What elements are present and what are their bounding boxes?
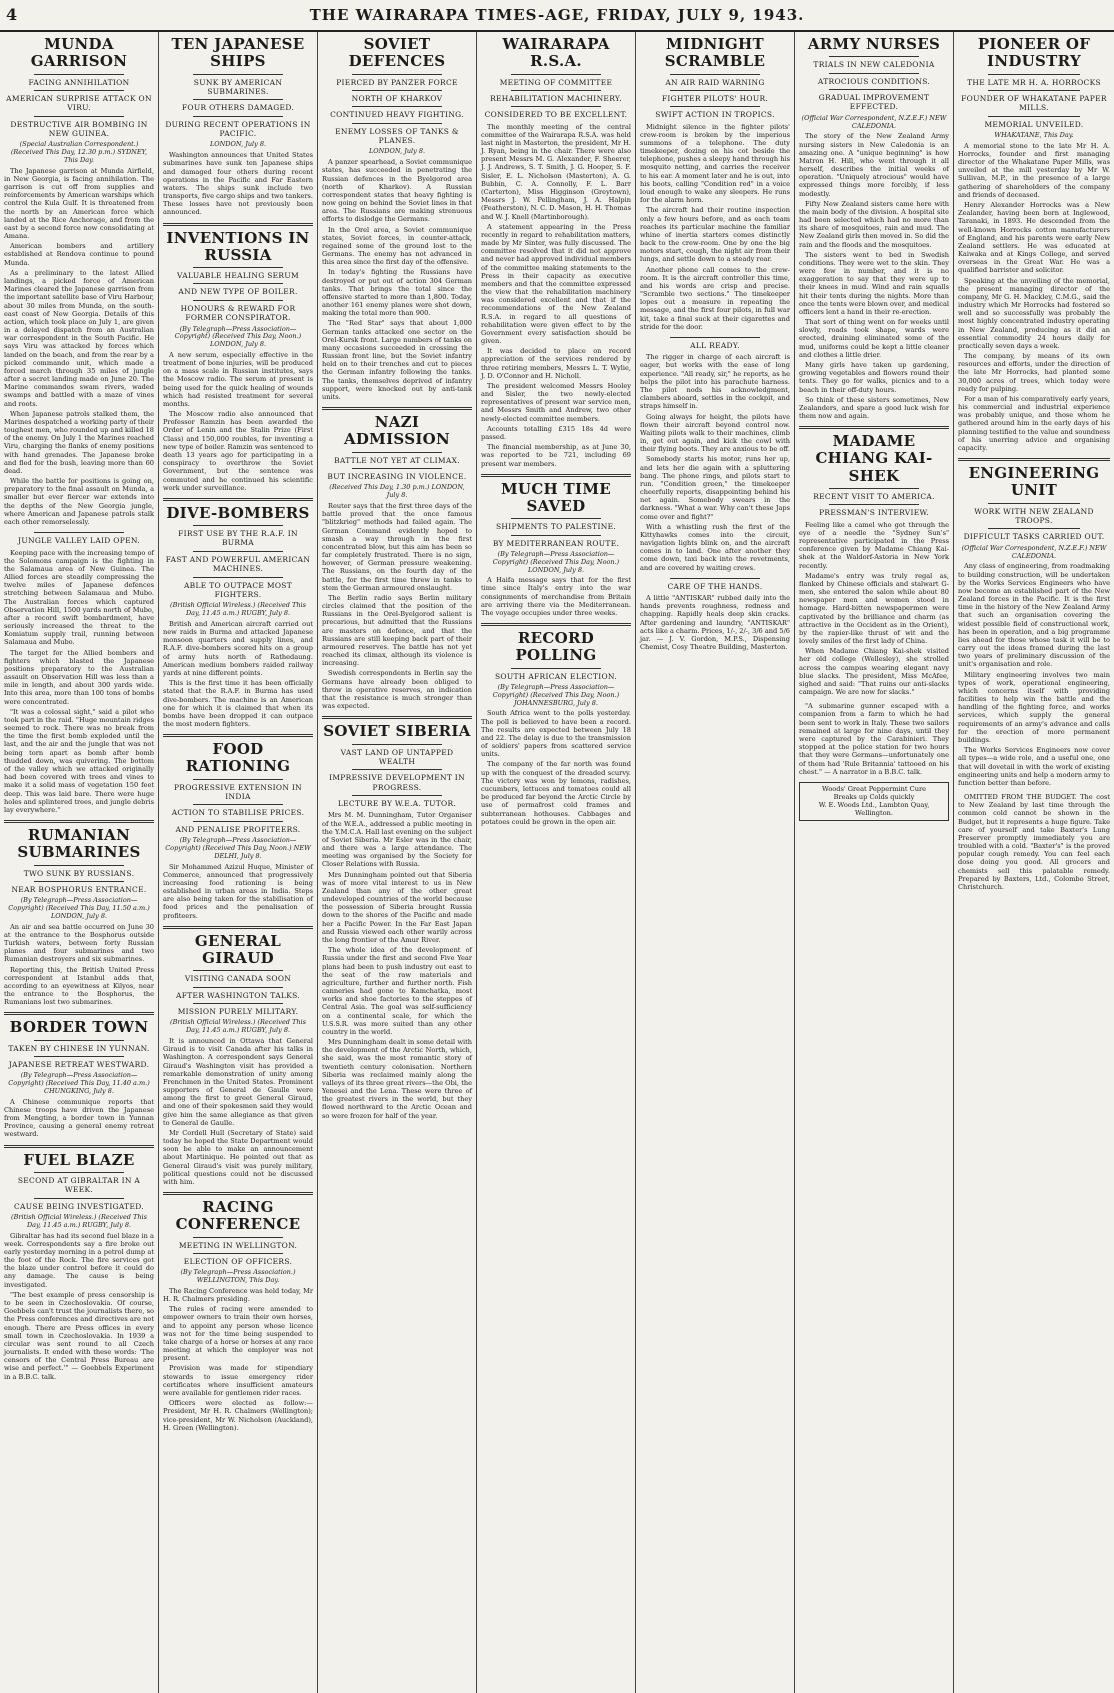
article-dateline: (By Telegraph—Press Association—Copyright) (Received This Day, 11.50 a.m.) LONDON, July 8. [8,896,150,920]
subhead-rule [34,74,124,75]
ad-line: W. E. Woods Ltd., Lambton Quay, Wellington. [818,800,930,817]
subhead-rule [988,74,1079,75]
column-3 [318,32,477,1693]
column-grid [0,32,1114,1693]
article-paragraph: The Works Services Engineers now cover all types—a wide role, and a useful one, one that will dovetail in with the work of existing engineering units and help a modern army to function better than before. [958,746,1110,787]
article-subhead: CONTINUED HEAVY FIGHTING. [330,110,464,120]
article-paragraph: "The best example of press censorship is to be seen in Czechoslovakia. Of course, Goebbels can't trust the journalists there, so the Press conferences and directives are not enough. There are Press offices in every small town in Czechoslovakia. In 1939 a circular was sent round to all Czech journalists. It ended with these words: 'The censors of the Central Press Bureau are wise and perfect.'" — Goebbels Experiment in a B.B.C. talk. [4,1290,154,1381]
article-paragraph: Provision was made for stipendiary stewards to issue emergency rider certificates where insufficient amateurs were available for gentlemen rider races. [163,1364,313,1397]
subhead-rule [988,503,1079,504]
article-paragraph: Reuter says that the first three days of the battle proved that the once famous "blitzkrieg" methods had failed again. The German Command evidently hoped to smash a way through in the first concentrated blow, but this aim has been so far completely frustrated. There is no sign, however, of German pressure weakening. The Russians, on the fourth day of the battle, for the first time threw in tanks to stem the German armoured onslaught. [322,502,472,592]
article-dateline: (By Telegraph—Press Association—Copyright) (Received This Day, Noon.) JOHANNESBURG, July 8. [492,683,620,707]
article-subhead: JUNGLE VALLEY LAID OPEN. [18,536,140,546]
subhead-rule [193,1253,283,1254]
article-dateline: (By Telegraph—Press Association—Copyright) (Received This Day, Noon.) LONDON, July 8. [174,324,302,349]
ad-line: Woods' Great Peppermint Cure [821,784,927,793]
article-subhead: RECENT VISIT TO AMERICA. [813,491,935,501]
article-headline: SOVIET SIBERIA [323,722,471,741]
subhead-rule [511,106,601,107]
article-paragraph: The rigger in charge of each aircraft is eager, but works with the ease of long experience. "All ready, sir," he reports, as he helps the pilot into his parachute harness. The pilot nods his acknowledgment, clambers aboard, settles in the cockpit, and straps himself in. [640,353,790,411]
article-dateline: (British Official Wireless.) (Received This Day, 11.45 a.m.) RUGBY, July 8. [170,1018,306,1035]
subhead-rule [193,804,283,805]
article-subhead: ENEMY LOSSES OF TANKS & PLANES. [335,126,459,145]
article-subhead: SOUTH AFRICAN ELECTION. [494,671,617,681]
article [799,426,949,696]
article-paragraph: When Japanese patrols stalked them, the Marines despatched a working party of their toughest men, who rounded up and killed 18 of the enemy. On July 1 the Marines reached Viru, charging the flanks of enemy positions with hand grenades. The Japanese broke and fled for the bush, leaving more than 60 dead. [4,409,154,475]
article-subhead: VALUABLE HEALING SERUM [177,271,299,281]
article-subhead: AN AIR RAID WARNING [665,77,765,87]
subhead-rule [988,116,1079,117]
article-divider [163,1192,313,1195]
article-subhead: TWO SUNK BY RUSSIANS. [23,868,135,878]
article-paragraph: Keeping pace with the increasing tempo of the Solomons campaign is the fighting in the Salamaua area of New Guinea. The Allied forces are steadily compressing the twelve miles of Japanese defences stretching between Salamaua and Mubo. The Australian forces which captured Observation Hill, 1500 yards north of Mubo, after a record swift bombardment, have seriously increased the threat to the Komiatum supply trail, running between Salamaua and Mubo. [4,548,154,647]
article [163,1192,313,1432]
article [640,578,790,652]
article-subhead: ALL READY. [690,340,740,350]
subhead-rule [352,74,442,75]
article-headline: GENERAL GIRAUD [194,931,282,968]
article-paragraph: South Africa went to the polls yesterday. The poll is believed to have been a record. The results are expected between July 18 and 22. The delay is due to the transmission of soldiers' papers from scattered service units. [481,709,631,759]
article-subhead: LECTURE BY W.E.A. TUTOR. [337,799,457,809]
article-paragraph: The monthly meeting of the central committee of the Wairarapa R.S.A. was held last night in Masterton, the president, Mr H. J. Ryan, being in the chair. There were also present Messrs M. G. Alexander, F. Sheerer, J. J. Andrews, S. T. Smith, J. G. Hooper, S. F. Sisler, E. L. Nicholson (Masterton), A. G. Bubbin, C. A. Connolly, F. L. Barr (Carterton), Miss Higginson (Greytown), Messrs J. W. Pellingham, J. A. Halpin (Featherston), N. C. D. Mason, H. H. Thomas and W. J. Knell (Martinborough). [481,122,631,221]
article-divider [322,407,472,410]
page-number: 4 [6,5,18,24]
column-2 [159,32,318,1693]
article-paragraph: The sisters went to bed in Swedish conditions. They were wet to the skin. They were few in number, and it is no exaggeration to say that they were up to their knees in mud. Wind and rain squalls hit their tents during the nights. More than once the tents were blown over, and medical officers lent a hand in their re-erection. [799,250,949,316]
article-paragraph: Gibraltar has had its second fuel blaze in a week. Correspondents say a fire broke out early yesterday morning in a petrol dump at the foot of the Rock. The fire services got the blaze under control before it could do any damage. The cause is being investigated. [4,1231,154,1289]
article-headline: TEN JAPANESE SHIPS [171,35,305,71]
subhead-rule [352,468,442,469]
subhead-rule [34,1198,124,1199]
newspaper-title: THE WAIRARAPA TIMES-AGE, FRIDAY, JULY 9, 1943. [309,6,805,24]
article [4,36,154,526]
article [163,223,313,492]
article-paragraph: A Chinese communique reports that Chinese troops have driven the Japanese from Mengting, a border town in Yunnan Province, causing a general enemy retreat westward. [4,1097,154,1139]
article-headline: MIDNIGHT SCRAMBLE [664,35,766,71]
article-subhead: IMPRESSIVE DEVELOPMENT IN PROGRESS. [329,773,465,792]
article-paragraph: A memorial stone to the late Mr H. A. Horrocks, founder and first managing director of the Whakatane Paper Mills, was unveiled at the mill yesterday by Mr W. Sullivan, M.P., in the presence of a large gathering of shareholders of the company and friends of deceased. [958,141,1110,199]
subhead-rule [193,283,283,284]
article-subhead: AFTER WASHINGTON TALKS. [176,990,300,1000]
article-paragraph: This is the first time it has been officially stated that the R.A.F. in Burma has used dive-bombers. The machine is an American one for which it is claimed that when its bombs have been dropped it can outpace the most modern fighters. [163,679,313,729]
article-paragraph: An air and sea battle occurred on June 30 at the entrance to the Bosphorus outside Turkish waters, between forty Russian planes and four submarines and two Rumanian destroyers and six submarines. [4,922,154,964]
article-subhead: NORTH OF KHARKOV [351,93,443,103]
article-paragraph: The company, by means of its own resources and efforts, under the direction of the late Mr Horrocks, had planted some 30,000 acres of trees, which today were ready for pulping. [958,352,1110,393]
article [481,623,631,826]
article-paragraph: Mr Cordell Hull (Secretary of State) said today he hoped the State Department would soon be able to make an announcement about Martinique. He pointed out that as General Giraud's visit was purely military, political questions could not be discussed with him. [163,1128,313,1186]
article-paragraph: The rules of racing were amended to empower owners to train their own horses, and to appoint any person whose licence was not for the time being suspended to take charge of a horse or horses at any race meeting at which the employer was not present. [163,1305,313,1363]
subhead-rule [511,535,601,536]
article-subhead: FOUR OTHERS DAMAGED. [181,103,295,113]
article-divider [163,734,313,737]
subhead-rule [193,970,283,971]
article-dateline: (Official War Correspondent, N.Z.E.F.) NEW CALEDONIA. [961,543,1107,560]
article [958,793,1110,891]
article-divider [799,426,949,429]
article-subhead: VAST LAND OF UNTAPPED WEALTH [340,747,454,766]
subhead-rule [34,532,124,533]
article-subhead: CAUSE BEING INVESTIGATED. [14,1201,144,1211]
subhead-rule [193,74,283,75]
subhead-rule [193,779,283,780]
article [163,36,313,217]
article-subhead: ELECTION OF OFFICERS. [183,1256,293,1266]
article-subhead: FAST AND POWERFUL AMERICAN MACHINES. [165,554,311,574]
article-paragraph: A Haifa message says that for the first time since Italy's entry into the war consignments of merchandise from Britain are arriving there via the Mediterranean. The voyage occupies under three weeks. [481,576,631,617]
article-paragraph: Military engineering involves two main types of work, operational engineering, which concerns itself with providing facilities to help win the battle and the handling of the fighting force, and works services, which supply the general requirements of an army's advance and calls for the erection of more permanent buildings. [958,670,1110,744]
article-subhead: PRESSMAN'S INTERVIEW. [819,508,929,518]
article-headline: NAZI ADMISSION [343,413,451,449]
article-paragraph: The financial membership, as at June 30, was reported to be 721, including 69 present war members. [481,443,631,468]
subhead-rule [193,821,283,822]
article-paragraph: Another phone call comes to the crew-room. It is the aircraft controller this time, and his words are crisp and precise. "Scramble two sections." The timekeeper lopes out a measure in repeating the message, and the first four pilots, in full war kit, take a final suck at their cigarettes and stride for the door. [640,265,790,331]
article-subhead: FACING ANNIHILATION [28,77,130,87]
article-headline: PIONEER OF INDUSTRY [977,35,1091,71]
subhead-rule [193,99,283,100]
article [4,532,154,814]
subhead-rule [193,116,283,117]
article-paragraph: "A submarine gunner escaped with a companion from a farm to which he had been sent to work in Italy. These two sailors remained at large for nine days, until they were captured by the Carabinieri. They stopped at the police station for two hours that they were Germans—unfortunately one of them had 'Rule Britannia' tattooed on his chest." — A narrator in a B.B.C. talk. [799,702,949,776]
article-subhead: TAKEN BY CHINESE IN YUNNAN. [8,1043,150,1053]
article-headline: WAIRARAPA R.S.A. [502,35,610,71]
article-dateline: (By Telegraph—Press Association—Copyright) (Received This Day, Noon.) NEW DELHI, July 8. [165,836,311,860]
subhead-rule [34,90,124,91]
article-paragraph: Accounts totalling £315 18s 4d were passed. [481,424,631,441]
article-dateline: (By Telegraph—Press Association.) WELLINGTON, This Day. [180,1268,296,1285]
article-paragraph: The company of the far north was found up with the conquest of the dreaded scurvy. The victory was won by lemons, radishes, cucumbers, lettuces and tomatoes could all be produced far beyond the Arctic Circle by use of permafrost cold frames and subterranean hothouses. Cabbages and potatoes could be grown in the open air. [481,760,631,826]
article-subhead: BUT INCREASING IN VIOLENCE. [327,472,467,482]
column-4 [477,32,636,1693]
article [163,734,313,920]
article-headline: BORDER TOWN [9,1018,149,1037]
article [4,820,154,1006]
subhead-rule [829,73,919,74]
article-paragraph: OMITTED FROM THE BUDGET. The cost to New Zealand by last time through the common cold cannot be shown in the Budget, but it represents a huge figure. Take care of yourself and take Baxter's Lung Preserver promptly immediately you are troubled with a cold. "Baxter's" is the proved popular cough remedy. You can feel each dose doing you good. All grocers and chemists sell this palatable remedy. Prepared by Baxters, Ltd., Colombo Street, Christchurch. [958,793,1110,891]
article-paragraph: A little "ANTISKAR" rubbed daily into the hands prevents roughness, redness and chapping. Rapidly heals deep skin cracks. After gardening and laundry, "ANTISKAR" acts like a charm. Prices, 1/-, 2/-, 3/6 and 5/6 jar. — J. V. Gordon, M.P.S., Dispensing Chemist, Cosy Theatre Building, Masterton. [640,594,790,652]
article [322,716,472,1119]
article-headline: MUCH TIME SAVED [501,479,611,515]
article-subhead: JAPANESE RETREAT WESTWARD. [8,1060,150,1070]
article-subhead: REHABILITATION MACHINERY. [490,93,622,103]
article-paragraph: It is announced in Ottawa that General Giraud is to visit Canada after his talks in Washington. A correspondent says General Giraud's Washington visit has provided a remarkable demonstration of unity among Frenchmen in the United States. Prominent supporters of General de Gaulle were among the first to greet General Giraud, and one of their spokesmen said they would give him the same allegiance as that given to General de Gaulle. [163,1037,313,1127]
article-subhead: PROGRESSIVE EXTENSION IN INDIA [173,782,303,802]
subhead-rule [352,106,442,107]
article [481,474,631,618]
article-headline: FOOD RATIONING [185,740,291,776]
article-dateline: WHAKATANE, This Day. [994,131,1074,139]
article-divider [4,1145,154,1148]
article-divider [4,1012,154,1015]
article-paragraph: The Racing Conference was held today, Mr H. R. Chalmers presiding. [163,1286,313,1304]
article [640,337,790,572]
article-paragraph: The target for the Allied bombers and fighters which blasted the Japanese positions preparatory to the Australian assault on Observation Hill was less than a mile in length, and about 300 yards wide. Into this area, more than 100 tons of bombs were concentrated. [4,648,154,706]
article-headline: INVENTIONS IN RUSSIA [166,228,310,264]
subhead-rule [352,769,442,770]
article-subhead: ABLE TO OUTPACE MOST FIGHTERS. [183,580,293,599]
article-headline: ENGINEERING UNIT [968,464,1100,500]
subhead-rule [511,518,601,519]
article-headline: DIVE-BOMBERS [166,503,310,522]
article [481,36,631,468]
article-paragraph: Officers were elected as follow:— President, Mr H. R. Chalmers (Wellington); vice-president, Mr W. Nicholson (Auckland), H. Green (Wellington). [163,1399,313,1432]
subhead-rule [988,528,1079,529]
article-paragraph: Mrs Dunningham pointed out that Siberia was of more vital interest to us in New Zealand than any of the other great undeveloped countries of the world because the possession of Siberia brought Russia down to the shores of the Pacific and made her a Pacific Power. In the Far East Japan and Russia viewed each other warily across the long frontier of the Amur River. [322,870,472,944]
article [4,1145,154,1381]
article-subhead: TRIALS IN NEW CALEDONIA [813,60,935,70]
article-paragraph: For a man of his comparatively early years, his commercial and industrial experience was probably unique, and those whom he gathered around him in the early days of his planning testified to the value and soundness of his unerring advice and organising capacity. [958,394,1110,452]
article-paragraph: That sort of thing went on for weeks until slowly, roads took shape, wards were erected, draining eliminated some of the mud, uniforms could be kept a little cleaner and clothes a little drier. [799,318,949,359]
subhead-rule [193,1003,283,1004]
column-1 [0,32,159,1693]
article-paragraph: A new serum, especially effective in the treatment of bone injuries, will be produced on a mass scale in Russian institutes, says the Moscow radio. The serum at present is being used for the quick healing of wounds which had resisted treatment for several months. [163,350,313,408]
article-subhead: AND NEW TYPE OF BOILER. [178,287,298,297]
article-paragraph: Feeling like a camel who got through the eye of a needle the "Sydney Sun's" representative participated in the Press conference given by Madame Chiang Kai-shek at the Waldorf-Astoria in New York recently. [799,520,949,570]
article-dateline: (By Telegraph—Press Association—Copyright) (Received This Day, Noon.) LONDON, July 8. [492,549,620,574]
article-paragraph: Midnight silence in the fighter pilots' crew-room is broken by the imperious summons of a telephone. The duty timekeeper, dozing on his cot beside the telephone, pushes a sleepy hand through his mosquito netting, and carries the receiver to his ear. A moment later and he is out, into his boots, calling "Condition red" in a voice loud enough to wake any sleepers. He runs for the alarm horn. [640,122,790,205]
article [958,458,1110,787]
article-dateline: (British Official Wireless.) (Received This Day, 11.45 a.m.) RUGBY, July 8. [170,601,306,618]
article-divider [481,623,631,626]
subhead-rule [670,337,760,338]
article-paragraph: Washington announces that United States submarines have sunk ten Japanese ships and damaged four others during recent operations in the Pacific and Far Eastern waters. The ships sunk include two transports, five cargo ships and two tankers. These losses have not previously been announced. [163,151,313,217]
article-paragraph: The aircraft had their routine inspection only a few hours before, and as each team reaches its particular machine the familiar whine of inertia starters comes distinctly back to the crew-room. One by one the big motors start, cough, the night air from their lungs, and settle down to a steady roar. [640,206,790,264]
article-subhead: DURING RECENT OPERATIONS IN PACIFIC. [165,119,311,138]
article-dateline: (Official War Correspondent, N.Z.E.F.) NEW CALEDONIA. [801,113,947,130]
article-headline: RECORD POLLING [515,629,597,665]
subhead-rule [34,1172,124,1173]
article-subhead: SWIFT ACTION IN TROPICS. [655,110,775,120]
article-subhead: WORK WITH NEW ZEALAND TROOPS. [974,506,1094,526]
article-subhead: HONOURS & REWARD FOR FORMER CONSPIRATOR. [180,303,296,323]
article-subhead: CARE OF THE HANDS. [667,581,763,591]
article-subhead: FIRST USE BY THE R.A.F. IN BURMA [178,529,298,548]
column-5 [636,32,795,1693]
article-divider [163,926,313,929]
advertisement [799,782,949,822]
article-subhead: SHIPMENTS TO PALESTINE. [495,522,617,532]
column-7 [954,32,1114,1693]
article-paragraph: Fifty New Zealand sisters came here with the main body of the division. A hospital site had been selected which had no more than its share of mosquitoes, rain and mud. The New Zealand girls then moved in. So did the rain and the floods and the mosquitoes. [799,199,949,249]
article-subhead: FIGHTER PILOTS' HOUR. [661,93,769,103]
subhead-rule [988,90,1079,91]
article-paragraph: In the Orel area, a Soviet communique states, Soviet forces, in counter-attack, regained some of the ground lost to the Germans. The enemy has not advanced in this area since the first day of the offensive. [322,225,472,267]
article-headline: SOVIET DEFENCES [348,35,446,71]
subhead-rule [511,668,601,669]
subhead-rule [352,452,442,453]
subhead-rule [511,74,601,75]
article [799,36,949,420]
article-subhead: THE LATE MR H. A. HORROCKS [967,77,1101,87]
column-6 [795,32,954,1693]
article-divider [163,498,313,501]
subhead-rule [352,123,442,124]
article-headline: ARMY NURSES [807,35,941,53]
subhead-rule [829,504,919,505]
article-paragraph: The Berlin radio says Berlin military circles claimed that the position of the Russians in the Orel-Byelgorod salient is precarious, but admitted that the Russians are masters on defence, and that the Russians are still keeping back part of their armoured reserves. The battle has not yet reached its climax, although its violence is increasing. [322,593,472,668]
subhead-rule [193,577,283,578]
article-paragraph: British and American aircraft carried out new raids in Burma and attacked Japanese monsoon quarters and supply lines, and R.A.F. dive-bombers scored hits on a group of army huts north of Rathedaung. American medium bombers raided railway yards at nine different points. [163,619,313,677]
article-paragraph: Mrs Dunningham dealt in some detail with the development of the Arctic North, which, she said, was the most romantic story of twentieth century colonisation. Northern Siberia was reclaimed mainly along the valleys of its three great rivers—the Obi, the Yenesei and the Lena. These were three of the greatest rivers in the world, but they flowed northward to the Arctic Ocean and so were frozen for half of the year. [322,1038,472,1120]
article-paragraph: Somebody starts his motor, runs her up, and lets her die again with a spluttering bang. The phone rings, and pilots start to run. "Condition green," the timekeeper cheerfully reports, disappointing behind his net again. Somebody swears in the darkness. "What a war. Why can't these Japs come over and fight?" [640,455,790,521]
article-paragraph: "It was a colossal sight," said a pilot who took part in the raid. "Huge mountain ridges seemed to rock. There was no break from the time the first bomb exploded until the last, and the air and the jungle that was not being torn apart as bomb after bomb thudded down, was quivering. The bottom of the valley which we attacked originally had been covered with trees and vines to make it a solid mass of vegetation 150 feet deep. This was laid bare. There were huge holes and splintered trees, and jungle debris lay everywhere." [4,707,154,814]
subhead-rule [829,89,919,90]
article-paragraph: While the battle for positions is going on, preparatory to the final assault on Munda, a smaller but ever fiercer war extends into the depths of the New Georgia jungle, where American and Japanese patrols stalk each other remorselessly. [4,477,154,526]
article-paragraph: The story of the New Zealand Army nursing sisters in New Caledonia is an amazing one. A "unique beginning" is how Matron H. Hill, who went through it all herself, describes the initial weeks of operation. "Uniquely atrocious" would have expressed things more forcibly, if less modestly. [799,132,949,198]
article-headline: MUNDA GARRISON [30,35,128,71]
article-paragraph: So think of these sisters sometimes, New Zealanders, and spare a good luck wish for them now and again. [799,395,949,421]
subhead-rule [34,1040,124,1041]
article-subhead: DESTRUCTIVE AIR BOMBING IN NEW GUINEA. [10,119,148,138]
article-subhead: FOUNDER OF WHAKATANE PAPER MILLS. [961,93,1107,113]
article-subhead: NEAR BOSPHORUS ENTRANCE. [11,884,147,894]
article-paragraph: Many girls have taken up gardening, growing vegetables and flowers round their tents. They go for walks, picnics and to a beach in their off-duty hours. [799,360,949,394]
article-paragraph: In today's fighting the Russians have destroyed or put out of action 304 German tanks. That brings the total since the offensive started to more than 1,800. Today, another 161 enemy planes were shot down, making the total more than 900. [322,268,472,318]
ad-line: Breaks up Colds quickly [833,792,915,801]
subhead-rule [193,525,283,526]
subhead-rule [34,116,124,117]
article-paragraph: American bombers and artillery established at Rendova continue to pound Munda. [4,242,154,267]
article-headline: FUEL BLAZE [23,1150,135,1169]
subhead-rule [352,795,442,796]
subhead-rule [670,90,760,91]
article [958,36,1110,452]
article-subhead: MEMORIAL UNVEILED. [984,119,1084,129]
subhead-rule [193,1237,283,1238]
article-paragraph: Going always for height, the pilots have flown their aircraft beyond control now. Waiting pilots walk to their machines, climb in, get out again, and kick the cowl with their flying boots. They are anxious to be off. [640,412,790,454]
subhead-rule [511,90,601,91]
article-divider [481,474,631,477]
article-subhead: MISSION PURELY MILITARY. [177,1007,299,1017]
subhead-rule [193,551,283,552]
article-dateline: (By Telegraph—Press Association—Copyright) (Received This Day, 11.40 a.m.) CHUNGKING, July 8. [8,1071,150,1095]
article-dateline: (British Official Wireless.) (Received This Day, 11.45 a.m.) RUGBY, July 8. [11,1213,147,1229]
article-paragraph: Swedish correspondents in Berlin say the Germans have already been obliged to throw in operative reserves, an indication that the resistance is much stronger than was expected. [322,669,472,711]
subhead-rule [352,90,442,91]
article-subhead: ATROCIOUS CONDITIONS. [817,76,931,86]
article [799,702,949,776]
article-paragraph: With a whistling rush the first of the Kittyhawks comes into the circuit, navigation lights blink on, and the aircraft comes in to land. One after another they come down, taxi back into the revetments, and are covered by waiting crews. [640,522,790,572]
article-paragraph: Reporting this, the British United Press correspondent at Istanbul adds that, according to an eyewitness at Kilyos, near the entrance to the Bosphorus, the Rumanians lost two submarines. [4,965,154,1007]
article-paragraph: It was decided to place on record appreciation of the services rendered by three retiring members, Messrs L. T. Wylie, J. D. O'Connor and H. Nicholl. [481,347,631,380]
article [4,1012,154,1138]
article-paragraph: Sir Mohammed Azizul Huque, Minister of Commerce, announced that progressively increasing food rationing is being established in urban areas in India. Steps are also being taken for the stabilisation of food prices and the penalisation of profiteers. [163,862,313,920]
article-subhead: DIFFICULT TASKS CARRIED OUT. [963,532,1105,542]
article-paragraph: The "Red Star" says that about 1,000 German tanks attacked one sector on the Orel-Kursk front. Large numbers of tanks on many occasions succeeded in crossing the Russian front line, but the Soviet infantry held on to their trenches and cut to pieces the German infantry following the tanks. The tanks, themselves deprived of infantry support, were knocked out by anti-tank units. [322,319,472,401]
article-subhead: AND PENALISE PROFITEERS. [175,824,301,834]
article-paragraph: As a preliminary to the latest Allied landings, a picked force of American Marines cleared the Japanese garrison from the important satellite base of Viru Harbour, about 30 miles from Munda, on the south-east coast of New Georgia. Details of this action, which took place on July 1, are given in a delayed dispatch from an Australian war correspondent in the South Pacific. He says Viru was attacked by forces which landed on the beach, and from the rear by a picked commando unit, which made a forced march through 35 miles of jungle after a secret landing made on June 20. The Marine commandos swam rivers, waded swamps and battled with a maze of vines and roots. [4,268,154,408]
article-paragraph: Any class of engineering, from roadmaking to building construction, will be undertaken by the Works Services Engineers who have now become an established part of the New Zealand forces in the Pacific. It is the first time in the history of the New Zealand Army that such an organisation covering the widest possible field of constructional work, has been in operation, and a big programme lies ahead for those whose task it will be to carry out the ideas framed during the last two years of preliminary discussion of the unit's organisation and role. [958,562,1110,669]
article-dateline: LONDON, July 8. [368,147,426,156]
article-divider [4,820,154,823]
article-subhead: VISITING CANADA SOON [184,974,292,984]
article-subhead: PIERCED BY PANZER FORCE [336,77,458,87]
article-subhead: GRADUAL IMPROVEMENT EFFECTED. [818,93,930,112]
article-paragraph: Speaking at the unveiling of the memorial, the present managing director of the company, Mr G. H. Mackley, C.M.G., said the industry which Mr Horrocks had fostered so well and so successfully was probably the most highly concentrated industry operating in New Zealand, producing as it did an essential commodity 24 hours daily for practically seven days a week. [958,276,1110,350]
subhead-rule [829,56,919,57]
article-dateline: (Received This Day, 1.30 p.m.) LONDON, July 8. [329,483,465,500]
article-subhead: MEETING OF COMMITTEE [499,77,613,87]
article-headline: MADAME CHIANG KAI-SHEK [815,432,933,485]
subhead-rule [34,1056,124,1057]
subhead-rule [34,865,124,866]
article-paragraph: Mrs M. M. Dunningham, Tutor Organiser of the W.E.A., addressed a public meeting in the Y.M.C.A. Hall last evening on the subject of Soviet Siberia. Mr Esler was in the chair, and there was a large attendance. The meeting was organised by the Society for Closer Relations with Russia. [322,811,472,869]
article-dateline: LONDON, July 8. [209,140,267,149]
subhead-rule [193,987,283,988]
article [322,407,472,710]
article-subhead: SUNK BY AMERICAN SUBMARINES. [193,77,283,96]
article-paragraph: The Moscow radio also announced that Professor Ramzin has been awarded the Order of Lenin and the Stalin Prize (First Class) and 150,000 roubles, for inventing a new type of boiler. Ramzin was sentenced to death 13 years ago for participating in a conspiracy to overthrow the Soviet Government, but the sentence was commuted and he continued his scientific work under surveillance. [163,410,313,492]
subhead-rule [829,488,919,489]
article-paragraph: The president welcomed Messrs Hooley and Sisler, the two newly-elected representatives of present war service men, and Messrs Smith and Andrew, two other newly-elected committee members. [481,381,631,423]
subhead-rule [670,74,760,75]
subhead-rule [670,578,760,579]
subhead-rule [193,300,283,301]
article-paragraph: When Madame Chiang Kai-shek visited her old college (Wellesley), she strolled across the campus wearing elegant navy blue slacks. The president, Miss McAfee, sighed and said: "That ruins our anti-slacks campaign. We are now for slacks." [799,647,949,697]
subhead-rule [193,267,283,268]
article-divider [163,223,313,226]
subhead-rule [670,106,760,107]
article [322,36,472,401]
article-subhead: SECOND AT GIBRALTAR IN A WEEK. [17,1175,141,1195]
article-dateline: (Special Australian Correspondent.) (Received This Day, 12.30 p.m.) SYDNEY, This Day. [10,140,148,164]
article-subhead: ACTION TO STABILISE PRICES. [171,808,305,818]
article-paragraph: Henry Alexander Horrocks was a New Zealander, having been born at Inglewood, Taranaki, in 1893. He descended from the well-known Horrocks cotton manufacturers of England, and his parents were early New Zealand settlers. He was educated at Kaiwaka and at Kings College, and served overseas in the Great War. He was a qualified barrister and solicitor. [958,201,1110,275]
article-subhead: CONSIDERED TO BE EXCELLENT. [484,110,628,120]
article-headline: RACING CONFERENCE [175,1198,301,1234]
subhead-rule [34,881,124,882]
article [799,782,949,822]
article-headline: RUMANIAN SUBMARINES [17,826,141,862]
article [163,498,313,728]
article-paragraph: Madame's entry was truly regal as, flanked by Chinese officials and stalwart G-men, she entered the salon while about 80 newspaper men and women stood in homage. Hard-bitten newspapermen were captivated by the brilliance and charm (as attractive in the Occident as in the Orient), by the rapier-like thrust of wit and the lovely smiles of the first lady of China. [799,571,949,646]
masthead [0,0,1114,32]
article-paragraph: The whole idea of the development of Russia under the first and second Five Year plans had been to push industry out east to the seat of the raw materials and agriculture, further and further north. Fish canneries had gone to Kamchatka, most works and shoe factories to the steppes of Central Asia. The goal was self-sufficiency on a continental scale, for which the U.S.S.R. was more suited than any other country in the world. [322,946,472,1036]
subhead-rule [352,744,442,745]
article-paragraph: A panzer spearhead, a Soviet communique states, has succeeded in penetrating the Russian defences in the Byelgorod area (north of Kharkov). A Russian correspondent states that heavy fighting is now going on behind the Soviet lines in that area. The Russians are making strenuous efforts to dislodge the Germans. [322,158,472,224]
article-subhead: AMERICAN SURPRISE ATTACK ON VIRU. [6,93,152,113]
article-paragraph: The Japanese garrison at Munda Airfield, in New Georgia, is facing annihilation. The garrison is cut off from supplies and reinforcements by American warships which control the Kula Gulf. It is threatened from the north by an American force which landed at the Rice Anchorage, and from the east by a second force now consolidating at Amana. [4,166,154,241]
article [163,926,313,1186]
article-paragraph: A statement appearing in the Press recently in regard to rehabilitation matters, made by Mr Sinter, was fully discussed. The committee resolved that it did not approve and never had approved individual members of the committee making statements to the Press in their capacity as executive members and that the committee expressed the view that the rehabilitation machinery was considered excellent and that if the recommendations of the New Zealand R.S.A. in regard to all questions of rehabilitation were given effect to by the Government every satisfaction should be given. [481,222,631,346]
article-subhead: BATTLE NOT YET AT CLIMAX. [334,455,460,465]
article [640,36,790,331]
article-subhead: MEETING IN WELLINGTON. [178,1240,298,1250]
article-divider [322,716,472,719]
article-divider [958,458,1110,461]
article-subhead: BY MEDITERRANEAN ROUTE. [492,538,620,548]
